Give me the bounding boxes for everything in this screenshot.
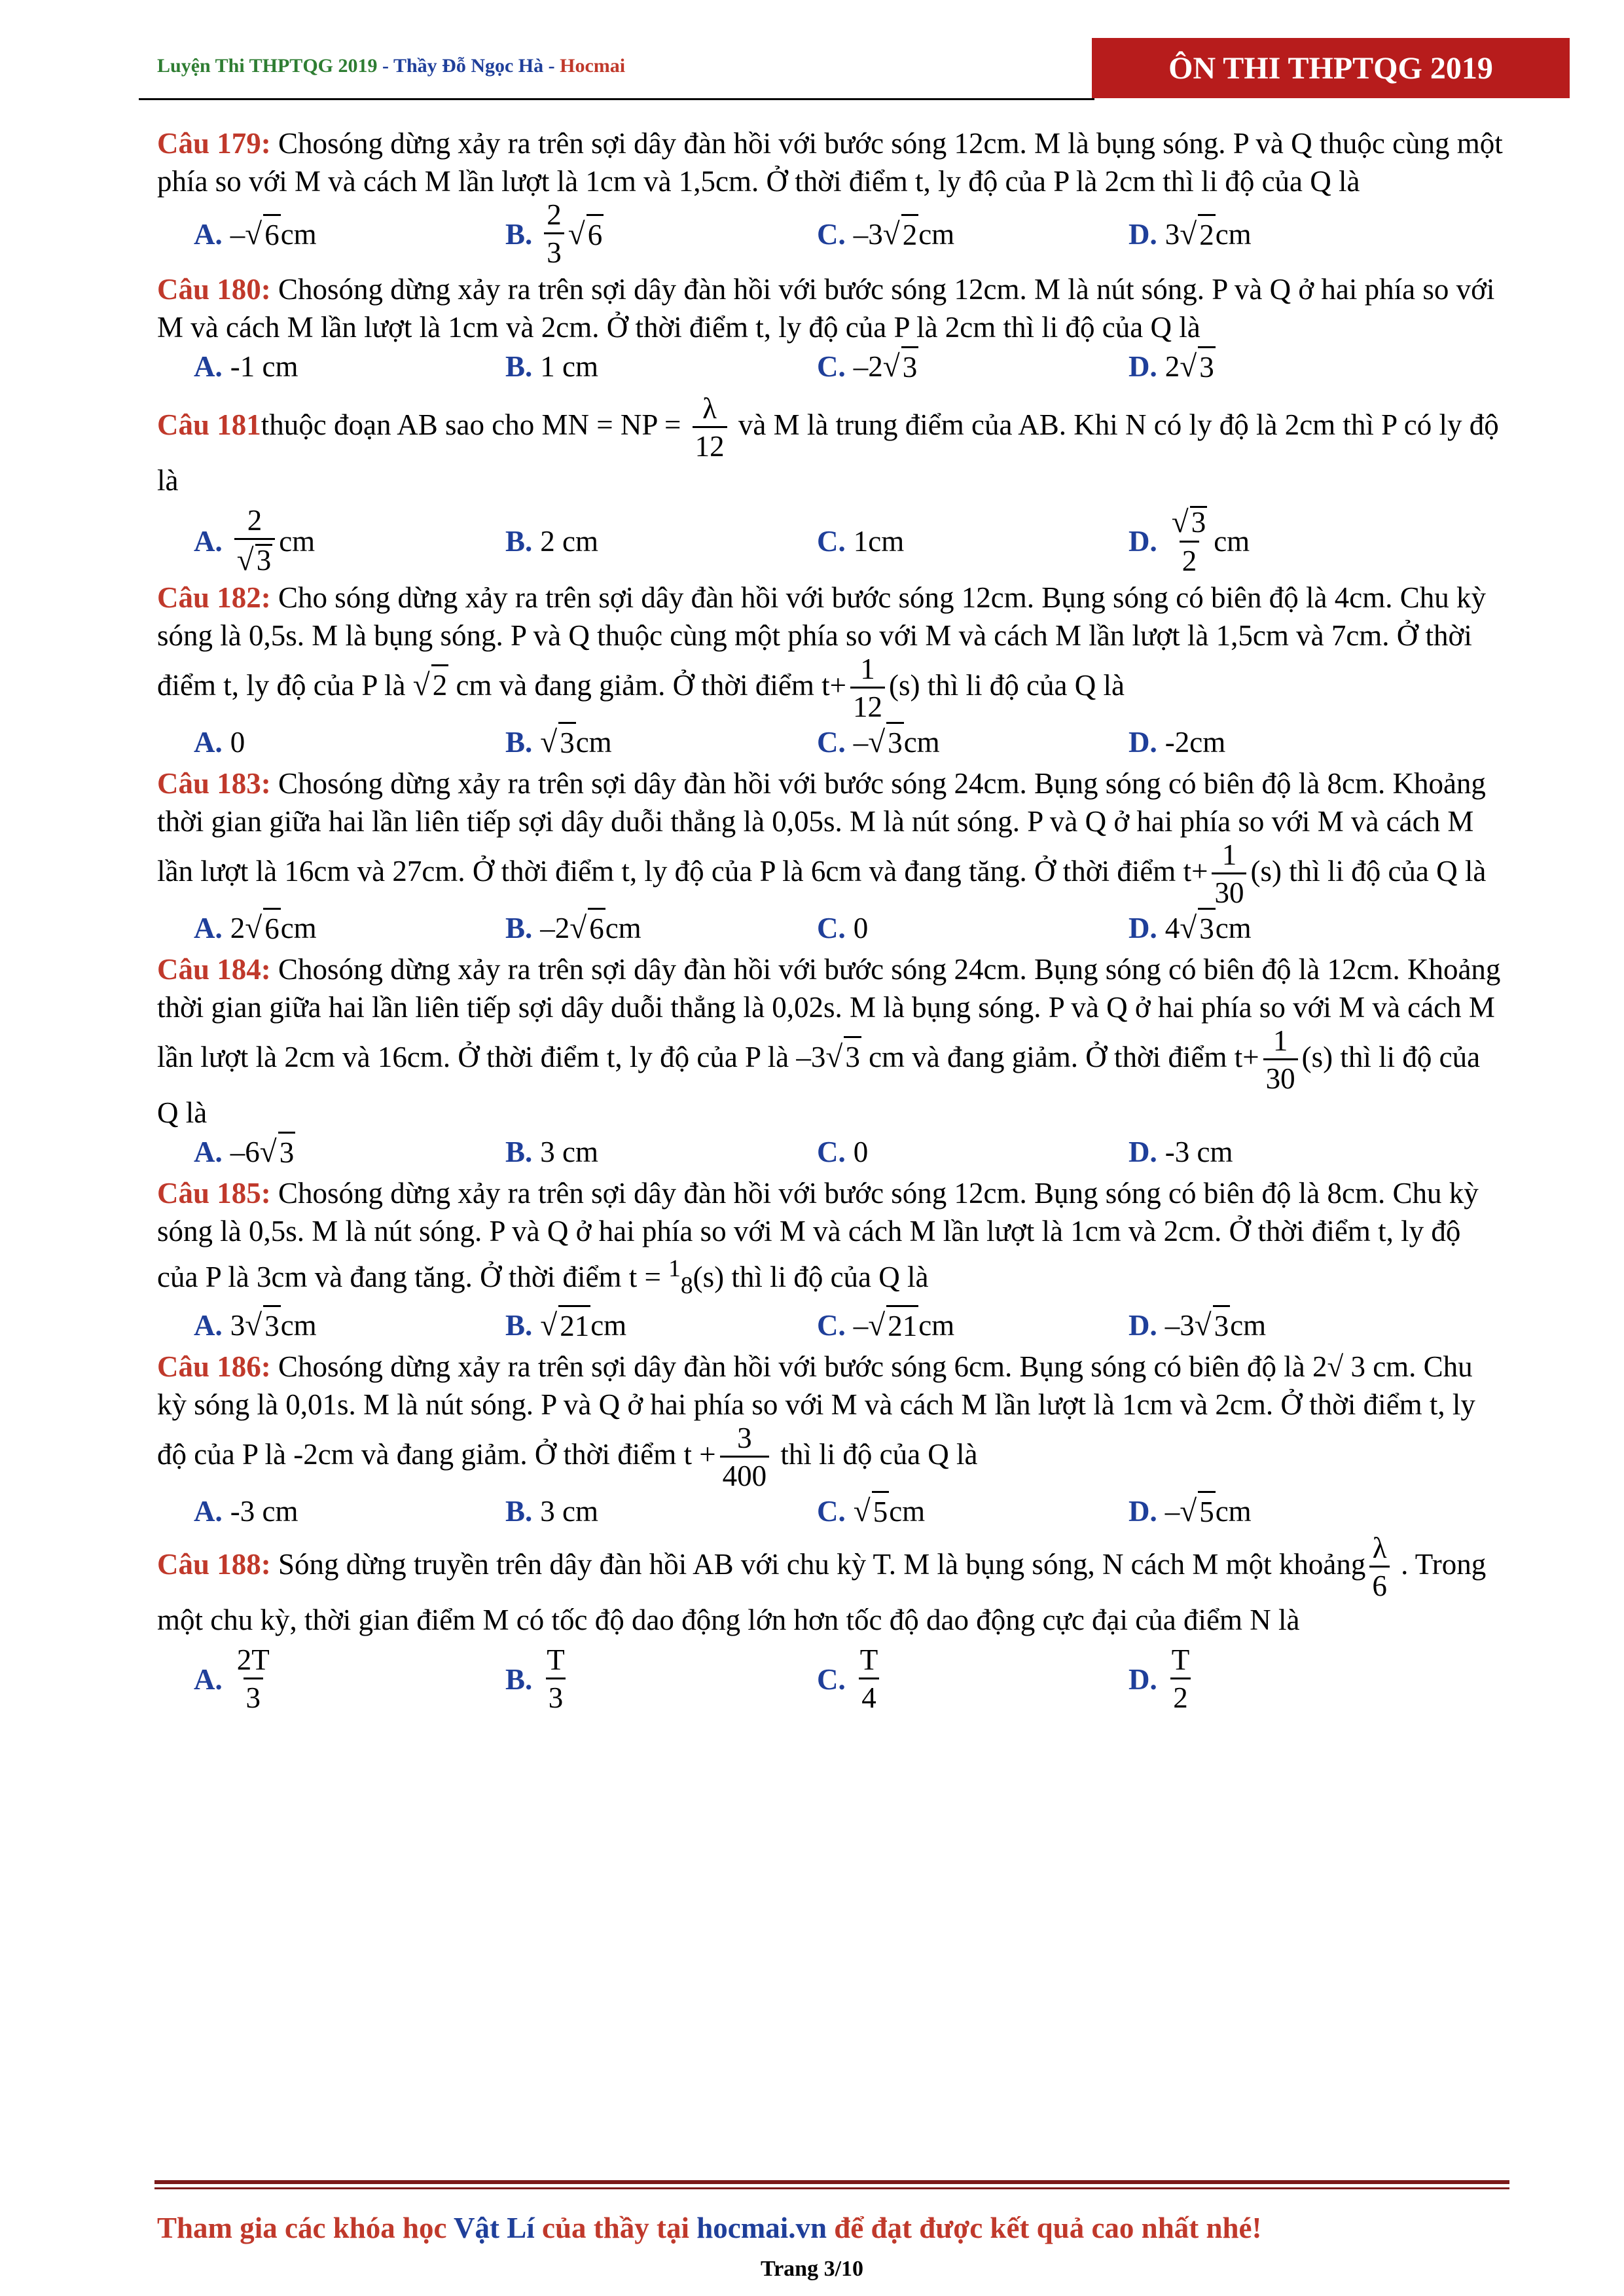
question-label: Câu 185:: [157, 1177, 271, 1210]
numerator: T: [1171, 1643, 1190, 1677]
denominator: 6: [1369, 1566, 1390, 1601]
question-text: thì li độ của Q là: [157, 1041, 1481, 1130]
radicand: 21: [558, 1305, 590, 1345]
option-label: B.: [505, 217, 533, 251]
question-label: Câu 182:: [157, 581, 271, 615]
question-text: Chosóng dừng xảy ra trên sợi dây đàn hồi với bước sóng 24cm. Bụng sóng có biên độ là 8cm. Khoảng thời gian giữa hai lần liên tiếp sợi dây duỗi thẳng là 0,05s. M là nút sóng. P và Q ở hai phía so với M và cách M lần lượt là 16cm và 27cm. Ở thời điểm t, ly độ của P là 6cm và đang tăng. Ở thời điểm: [157, 767, 1486, 888]
fraction: [1369, 1534, 1390, 1601]
footer-subject: Vật Lí: [453, 2212, 535, 2244]
option-label: A.: [194, 1308, 223, 1342]
options-185: [157, 1305, 1506, 1345]
footer-divider-thin: [154, 2187, 1509, 2189]
fraction: [850, 655, 885, 722]
option-label: C.: [817, 1662, 846, 1696]
option-c: [817, 1645, 1128, 1713]
question-text: thì li độ của Q là: [1281, 855, 1487, 888]
radicand: 3: [256, 544, 272, 577]
question-label: Câu 188:: [157, 1548, 271, 1581]
radicand: 3: [1213, 1305, 1231, 1345]
question-180: [157, 270, 1506, 346]
question-label: Câu 179:: [157, 127, 271, 160]
coefficient: –2: [853, 350, 883, 383]
fraction: [234, 506, 275, 576]
coefficient: –3: [796, 1041, 826, 1074]
question-text: cm và đang giảm. Ở thời điểm: [448, 669, 822, 702]
fraction: [544, 1645, 568, 1713]
option-label: C.: [817, 350, 846, 383]
option-a: [194, 1491, 505, 1531]
question-label: Câu 184:: [157, 953, 271, 986]
question-181: [157, 394, 1506, 499]
option-c: [817, 200, 1128, 268]
denominator: 12: [693, 426, 727, 461]
radicand: 2: [901, 214, 919, 254]
option-label: D.: [1128, 911, 1157, 944]
question-179: [157, 124, 1506, 200]
footer-text: để đạt được kết quả cao nhất nhé!: [826, 2212, 1262, 2244]
options-181: [157, 506, 1506, 576]
option-label: C.: [817, 1135, 846, 1168]
sqrt-sign: √: [1171, 505, 1189, 539]
option-label: A.: [194, 524, 223, 558]
question-text: và M là trung điểm của AB. Khi N có ly độ là 2cm thì P có ly độ là: [157, 408, 1499, 497]
option-b: [505, 346, 817, 386]
fraction: [1212, 840, 1246, 908]
option-a: [194, 908, 505, 948]
question-text: thuộc đoạn AB sao cho MN = NP =: [261, 408, 689, 441]
question-label: Câu 180:: [157, 273, 271, 306]
option-c: [817, 506, 1128, 576]
radicand: 3: [1198, 346, 1216, 386]
radicand: 6: [588, 908, 605, 948]
radicand: 3: [901, 346, 919, 386]
sqrt-sign: √: [1180, 1494, 1197, 1528]
footer-promo: [157, 2211, 1506, 2245]
denominator: 3: [244, 1677, 264, 1713]
unit: cm: [280, 911, 317, 944]
option-label: A.: [194, 350, 223, 383]
footer-text: của thầy tại: [534, 2212, 697, 2244]
header-sep-1: -: [377, 55, 393, 77]
option-d: [1128, 1305, 1440, 1345]
header-banner: ÔN THI THPTQG 2019: [1092, 38, 1570, 98]
sqrt-sign: √: [540, 725, 558, 759]
sqrt-sign: √: [882, 217, 900, 251]
sqrt-sign: √: [825, 1040, 843, 1075]
option-d: [1128, 200, 1440, 268]
option-c: [817, 908, 1128, 948]
option-value: 3 cm: [540, 1135, 598, 1168]
sqrt-sign: √: [868, 725, 886, 759]
denominator: 30: [1263, 1058, 1298, 1094]
question-text: 3 cm. Chu kỳ sóng là 0,01s. M là nút sóng. P và Q ở hai phía so với M và cách M lần lượt là 1cm và 2cm. Ở thời điểm t, ly độ của P là -2cm và đang giảm. Ở thời điểm: [157, 1350, 1475, 1471]
option-sign: –: [230, 217, 245, 251]
footer-divider: [154, 2180, 1509, 2184]
option-b: [505, 908, 817, 948]
coefficient: 3: [1164, 217, 1180, 251]
footer-link[interactable]: hocmai.vn: [696, 2212, 827, 2244]
option-label: C.: [817, 911, 846, 944]
question-label: Câu 183:: [157, 767, 271, 800]
option-label: A.: [194, 725, 223, 759]
option-c: [817, 1305, 1128, 1345]
header-course: Luyện Thi THPTQG 2019: [157, 55, 378, 77]
option-b: [505, 1132, 817, 1172]
option-b: [505, 1491, 817, 1531]
option-b: [505, 200, 817, 268]
question-text: thì li độ của Q là: [773, 1438, 978, 1471]
numerator: 2: [247, 504, 262, 537]
numerator: 3: [737, 1422, 752, 1455]
denominator: 4: [859, 1677, 879, 1713]
time-prefix: t +: [683, 1438, 716, 1471]
fraction: [544, 200, 564, 268]
option-d: [1128, 722, 1440, 762]
option-label: A.: [194, 1135, 223, 1168]
unit: cm: [590, 1308, 627, 1342]
sqrt-sign: √: [245, 217, 262, 251]
option-value: -3 cm: [1164, 1135, 1233, 1168]
denominator: 3: [546, 1677, 566, 1713]
fraction: [234, 1645, 272, 1713]
unit: cm: [575, 725, 612, 759]
subscript: 8: [680, 1272, 693, 1300]
question-text: Chosóng dừng xảy ra trên sợi dây đàn hồi với bước sóng 12cm. M là nút sóng. P và Q ở hai phía so với M và cách M lần lượt là 1cm và 2cm. Ở thời điểm t, ly độ của P là 2cm thì li độ của Q là: [157, 273, 1495, 344]
unit: cm: [1230, 1308, 1267, 1342]
numerator: T: [547, 1643, 565, 1677]
question-text: Chosóng dừng xảy ra trên sợi dây đàn hồi với bước sóng 24cm. Bụng sóng có biên độ là 12cm. Khoảng thời gian giữa hai lần liên tiếp sợi dây duỗi thẳng là 0,02s. M là bụng sóng. P và Q ở hai phía so với M và cách M lần lượt là 2cm và 16cm. Ở thời điểm t, ly độ của P là: [157, 953, 1501, 1074]
option-value: 0: [230, 725, 245, 759]
option-b: [505, 1645, 817, 1713]
unit: cm: [605, 911, 641, 944]
option-sign: –: [1164, 1494, 1180, 1528]
radicand: 3: [886, 722, 904, 762]
option-b: [505, 1305, 817, 1345]
option-label: A.: [194, 911, 223, 944]
sqrt-sign: √: [236, 543, 254, 577]
coefficient: 2: [230, 911, 245, 944]
unit: cm: [903, 725, 940, 759]
option-c: [817, 1132, 1128, 1172]
sqrt-sign: √: [245, 910, 262, 945]
denominator: 12: [850, 687, 885, 722]
radicand: 5: [872, 1491, 890, 1531]
numerator: λ: [1372, 1532, 1387, 1565]
numerator: 1: [1221, 838, 1237, 872]
time-unit: (s): [889, 669, 920, 702]
header-sep-2: -: [543, 55, 560, 77]
question-label: Câu 186:: [157, 1350, 271, 1384]
sqrt-sign: √: [1327, 1350, 1344, 1384]
denominator: 2: [1170, 1677, 1191, 1713]
fraction: [857, 1645, 881, 1713]
unit: cm: [918, 217, 955, 251]
option-a: [194, 200, 505, 268]
option-value: 0: [853, 911, 869, 944]
option-d: [1128, 1132, 1440, 1172]
time-prefix: t+: [821, 669, 847, 702]
unit: cm: [889, 1494, 926, 1528]
option-c: [817, 722, 1128, 762]
option-label: D.: [1128, 217, 1157, 251]
coefficient: 3: [230, 1308, 245, 1342]
option-label: C.: [817, 524, 846, 558]
question-182: [157, 579, 1506, 722]
fraction: [693, 394, 727, 461]
time-prefix: t+: [1234, 1041, 1259, 1074]
option-value: 2 cm: [540, 524, 598, 558]
question-list: [157, 124, 1506, 1715]
radicand: 6: [263, 908, 281, 948]
option-b: [505, 722, 817, 762]
option-d: [1128, 506, 1440, 576]
unit: cm: [1215, 217, 1252, 251]
question-185: [157, 1174, 1506, 1305]
question-text: thì li độ của Q là: [920, 669, 1125, 702]
coefficient: –3: [853, 217, 883, 251]
options-179: [157, 200, 1506, 268]
question-186: [157, 1348, 1506, 1491]
option-a: [194, 1305, 505, 1345]
option-value: -2cm: [1164, 725, 1226, 759]
coefficient: 2: [1164, 350, 1180, 383]
radicand: 5: [1198, 1491, 1216, 1531]
sqrt-sign: √: [1180, 910, 1197, 945]
option-a: [194, 346, 505, 386]
option-label: B.: [505, 1494, 533, 1528]
option-d: [1128, 908, 1440, 948]
question-text: cm và đang giảm. Ở thời điểm: [861, 1041, 1235, 1074]
sqrt-sign: √: [412, 668, 430, 703]
sqrt-sign: √: [259, 1134, 277, 1169]
radicand: 2: [431, 664, 449, 704]
coefficient: –6: [230, 1135, 260, 1168]
question-text: (s) thì li độ của Q là: [693, 1261, 929, 1294]
option-label: B.: [505, 911, 533, 944]
option-value: 1 cm: [540, 350, 598, 383]
denominator: 400: [720, 1456, 770, 1491]
sqrt-sign: √: [569, 910, 587, 945]
option-label: D.: [1128, 725, 1157, 759]
superscript: 1: [668, 1255, 681, 1283]
question-text: Chosóng dừng xảy ra trên sợi dây đàn hồi với bước sóng 12cm. M là bụng sóng. P và Q thuộc cùng một phía so với M và cách M lần lượt là 1cm và 1,5cm. Ở thời điểm t, ly độ của P là 2cm thì li độ của Q là: [157, 127, 1503, 198]
radicand: 2: [1198, 214, 1216, 254]
option-d: [1128, 1491, 1440, 1531]
question-text: . Trong một chu kỳ, thời gian điểm M có tốc độ dao động lớn hơn tốc độ dao động cực đại của điểm N là: [157, 1548, 1487, 1637]
option-sign: –: [853, 1308, 869, 1342]
sqrt-sign: √: [1180, 217, 1197, 251]
option-value: 1cm: [853, 524, 905, 558]
footer-text: Tham gia các khóa học: [157, 2212, 454, 2244]
sqrt-sign: √: [568, 217, 585, 251]
fraction: [1169, 506, 1210, 576]
option-c: [817, 346, 1128, 386]
question-label: Câu 181: [157, 408, 261, 441]
option-label: A.: [194, 217, 223, 251]
option-label: D.: [1128, 524, 1157, 558]
option-d: [1128, 1645, 1440, 1713]
denominator: [234, 538, 275, 576]
option-label: D.: [1128, 1135, 1157, 1168]
question-188: [157, 1534, 1506, 1639]
time-unit: (s): [1301, 1041, 1333, 1074]
option-a: [194, 506, 505, 576]
options-188: [157, 1645, 1506, 1713]
unit: cm: [918, 1308, 955, 1342]
numerator: 1: [860, 653, 875, 686]
numerator: 2: [547, 198, 562, 231]
option-a: [194, 1132, 505, 1172]
fraction: [720, 1424, 770, 1491]
unit: cm: [1215, 1494, 1252, 1528]
option-a: [194, 722, 505, 762]
numerator: T: [859, 1643, 878, 1677]
coefficient: –3: [1164, 1308, 1195, 1342]
question-text: Chosóng dừng xảy ra trên sợi dây đàn hồi với bước sóng 12cm. Bụng sóng có biên độ là 8cm. Chu kỳ sóng là 0,5s. M là nút sóng. P và Q ở hai phía so với M và cách M lần lượt là 1cm và 2cm. Ở thời điểm t, ly độ của P là 3cm và đang tăng. Ở thời điểm t =: [157, 1177, 1479, 1294]
option-label: B.: [505, 725, 533, 759]
denominator: 3: [544, 232, 564, 268]
radicand: 3: [278, 1132, 296, 1172]
question-183: [157, 764, 1506, 908]
option-label: B.: [505, 350, 533, 383]
numerator: 1: [1272, 1024, 1288, 1058]
option-label: B.: [505, 524, 533, 558]
options-184: [157, 1132, 1506, 1172]
unit: cm: [280, 217, 317, 251]
option-label: A.: [194, 1494, 223, 1528]
radicand: 3: [558, 722, 576, 762]
sqrt-sign: √: [1194, 1308, 1212, 1342]
page-number: Trang 3/10: [760, 2257, 864, 2281]
option-value: -3 cm: [230, 1494, 298, 1528]
numerator: 2T: [236, 1643, 270, 1677]
coefficient: –2: [540, 911, 570, 944]
header-site: Hocmai: [560, 55, 626, 77]
option-label: C.: [817, 1494, 846, 1528]
unit: cm: [1215, 911, 1252, 944]
option-label: B.: [505, 1135, 533, 1168]
radicand: 21: [886, 1305, 918, 1345]
sqrt-sign: √: [882, 349, 900, 384]
option-label: C.: [817, 217, 846, 251]
sqrt-sign: √: [1180, 349, 1197, 384]
time-unit: (s): [1250, 855, 1282, 888]
radicand: 6: [586, 214, 604, 254]
options-180: [157, 346, 1506, 386]
fraction: [1169, 1645, 1193, 1713]
question-text: Chosóng dừng xảy ra trên sợi dây đàn hồi với bước sóng 6cm. Bụng sóng có biên độ là 2: [270, 1350, 1327, 1384]
question-184: [157, 950, 1506, 1132]
radicand: 3: [844, 1036, 861, 1076]
sqrt-sign: √: [245, 1308, 262, 1342]
option-label: D.: [1128, 350, 1157, 383]
option-label: B.: [505, 1662, 533, 1696]
header-teacher: Thầy Đỗ Ngọc Hà: [393, 55, 544, 77]
option-label: C.: [817, 725, 846, 759]
option-label: A.: [194, 1662, 223, 1696]
option-d: [1128, 346, 1440, 386]
radicand: 3: [263, 1305, 281, 1345]
sqrt-sign: √: [540, 1308, 558, 1342]
options-182: [157, 722, 1506, 762]
option-c: [817, 1491, 1128, 1531]
option-label: D.: [1128, 1494, 1157, 1528]
time-prefix: t+: [1183, 855, 1208, 888]
header-divider: [139, 98, 1094, 100]
option-label: C.: [817, 1308, 846, 1342]
radicand: 3: [1198, 908, 1216, 948]
options-186: [157, 1491, 1506, 1531]
unit: cm: [1214, 524, 1250, 558]
option-b: [505, 506, 817, 576]
sqrt-sign: √: [868, 1308, 886, 1342]
option-value: 3 cm: [540, 1494, 598, 1528]
radicand: 6: [263, 214, 281, 254]
unit: cm: [280, 1308, 317, 1342]
header-left: [157, 55, 625, 77]
coefficient: 4: [1164, 911, 1180, 944]
numerator: λ: [702, 392, 717, 425]
question-text: Cho sóng dừng xảy ra trên sợi dây đàn hồi với bước sóng 12cm. Bụng sóng có biên độ là 4cm. Chu kỳ sóng là 0,5s. M là bụng sóng. P và Q thuộc cùng một phía so với M và cách M lần lượt là 1,5cm và 7cm. Ở thời điểm t, ly độ của P là: [157, 581, 1486, 702]
option-label: D.: [1128, 1308, 1157, 1342]
option-a: [194, 1645, 505, 1713]
fraction: [1263, 1026, 1298, 1094]
sqrt-sign: √: [853, 1494, 871, 1528]
option-value: 0: [853, 1135, 869, 1168]
question-text: Sóng dừng truyền trên dây đàn hồi AB với chu kỳ T. M là bụng sóng, N cách M một khoảng: [270, 1548, 1366, 1581]
numerator: [1169, 506, 1210, 541]
radicand: 3: [1191, 506, 1206, 539]
option-label: D.: [1128, 1662, 1157, 1696]
options-183: [157, 908, 1506, 948]
option-sign: –: [853, 725, 869, 759]
option-value: -1 cm: [230, 350, 298, 383]
option-label: B.: [505, 1308, 533, 1342]
unit: cm: [279, 524, 316, 558]
denominator: 30: [1212, 872, 1246, 908]
denominator: 2: [1180, 541, 1200, 576]
